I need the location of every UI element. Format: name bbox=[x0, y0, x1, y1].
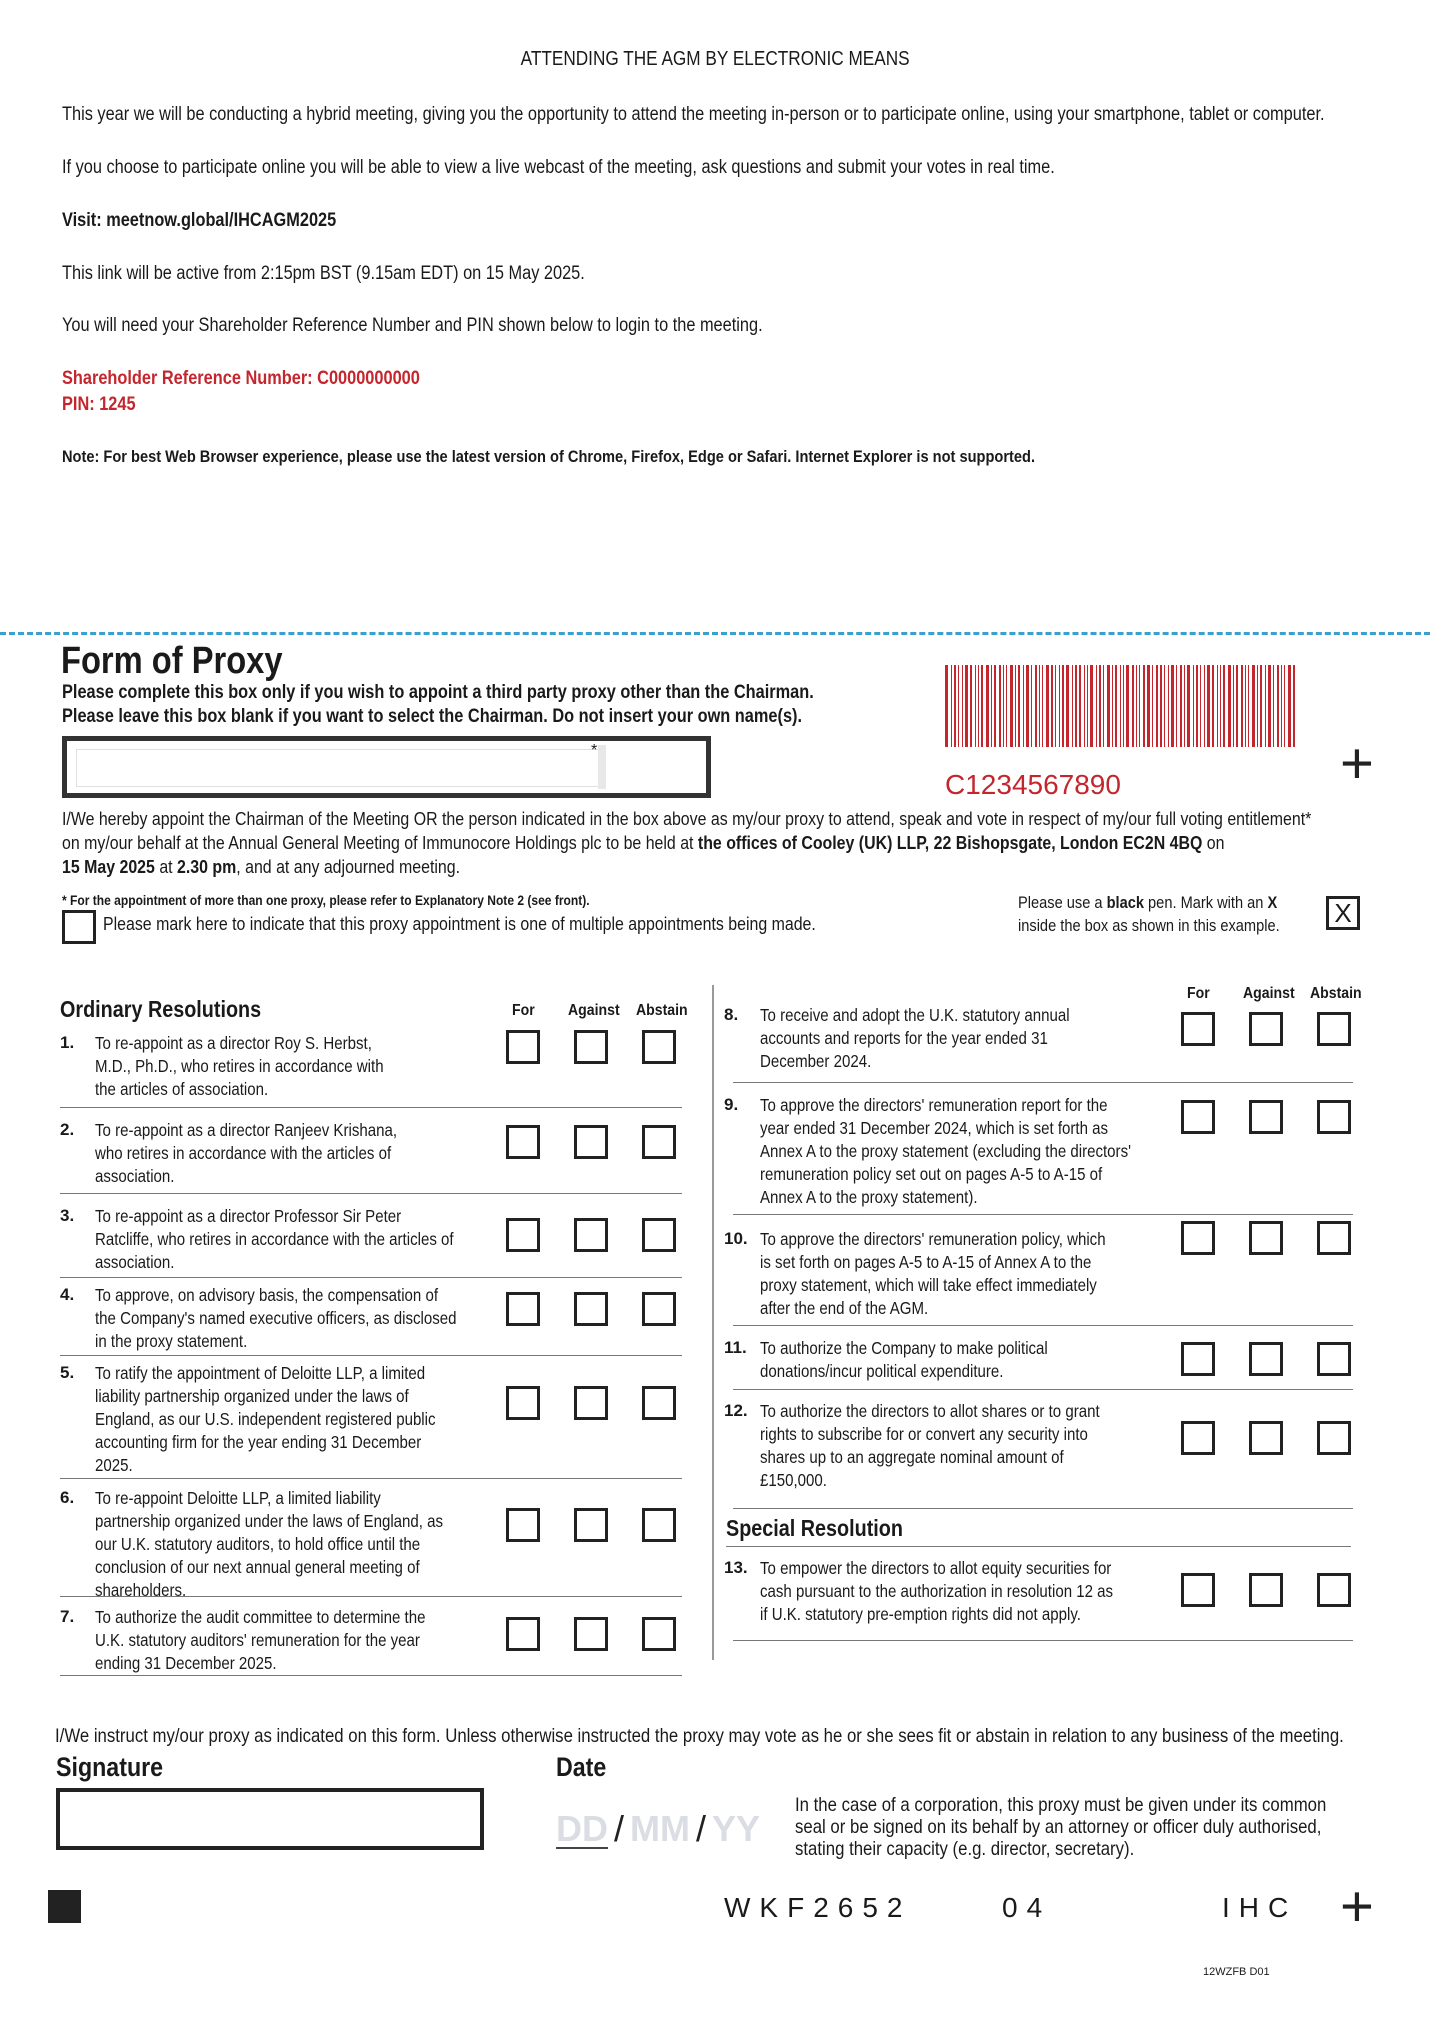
resolution-text: Ratcliffe, who retires in accordance with the articles of bbox=[95, 1229, 454, 1249]
barcode-number: C1234567890 bbox=[945, 769, 1121, 800]
date-month-placeholder[interactable]: MM bbox=[630, 1808, 690, 1849]
resolution-text: To authorize the audit committee to determine the bbox=[95, 1607, 426, 1627]
barcode-bar bbox=[1042, 665, 1043, 747]
special-resolution-heading: Special Resolution bbox=[726, 1515, 903, 1541]
form-version: 04 bbox=[1002, 1892, 1052, 1923]
vote-for-checkbox[interactable] bbox=[506, 1386, 540, 1420]
barcode-bar bbox=[1204, 665, 1205, 747]
vote-for-checkbox[interactable] bbox=[506, 1292, 540, 1326]
pen-text-c: pen. Mark with an bbox=[1143, 893, 1268, 912]
intro-paragraph: This year we will be conducting a hybrid meeting, giving you the opportunity to attend the meeting in-person or to participate online, using your smartphone, tablet or computer. bbox=[62, 104, 1325, 125]
barcode-bar bbox=[1099, 665, 1101, 747]
barcode-bar bbox=[1139, 665, 1140, 747]
barcode-bar bbox=[1236, 665, 1238, 747]
barcode-bar bbox=[1023, 665, 1024, 747]
resolution-divider bbox=[733, 1640, 1353, 1641]
form-code: WKF2652 bbox=[724, 1892, 912, 1923]
resolution-divider bbox=[733, 1214, 1353, 1215]
barcode-bar bbox=[1075, 665, 1077, 747]
barcode-bar bbox=[1003, 665, 1004, 747]
form-title: Form of Proxy bbox=[61, 640, 283, 682]
proxy-instruction-1: Please complete this box only if you wish to appoint a third party proxy other than the Chairman. bbox=[62, 682, 814, 703]
resolution-text: To approve the directors' remuneration policy, which bbox=[760, 1229, 1106, 1249]
corporation-note-3: stating their capacity (e.g. director, secretary). bbox=[795, 1838, 1135, 1860]
barcode-bar bbox=[1136, 665, 1137, 747]
proxy-asterisk: * bbox=[591, 742, 598, 759]
barcode-bar bbox=[1112, 665, 1113, 747]
barcode-bar bbox=[1187, 665, 1190, 747]
corner-marker bbox=[48, 1890, 81, 1923]
barcode-bar bbox=[1066, 665, 1069, 747]
vote-against-checkbox[interactable] bbox=[1249, 1221, 1283, 1255]
col-for-left: For bbox=[512, 1002, 535, 1019]
login-instructions: You will need your Shareholder Reference Number and PIN shown below to login to the meeting. bbox=[62, 315, 763, 336]
resolution-divider bbox=[733, 1325, 1353, 1326]
special-heading-rule bbox=[726, 1546, 1351, 1547]
barcode-bar bbox=[991, 665, 992, 747]
vote-abstain-checkbox[interactable] bbox=[642, 1386, 676, 1420]
instruct-text: I/We instruct my/our proxy as indicated on this form. Unless otherwise instructed the proxy may vote as he or she sees fit or abstain in relation to any business of the meeting. bbox=[55, 1725, 1344, 1747]
vote-against-checkbox[interactable] bbox=[574, 1508, 608, 1542]
barcode-bar bbox=[1252, 665, 1255, 747]
meeting-time: 2.30 pm bbox=[177, 856, 237, 877]
barcode-bar bbox=[1200, 665, 1201, 747]
barcode-bar bbox=[1018, 665, 1020, 747]
resolution-number: 6. bbox=[60, 1488, 75, 1507]
resolution-text: association. bbox=[95, 1166, 175, 1186]
barcode-bar bbox=[1062, 665, 1064, 747]
vote-abstain-checkbox[interactable] bbox=[642, 1617, 676, 1651]
resolution-text: £150,000. bbox=[760, 1470, 827, 1490]
vote-against-checkbox[interactable] bbox=[1249, 1573, 1283, 1607]
col-for-right: For bbox=[1187, 985, 1210, 1002]
col-against-right: Against bbox=[1243, 985, 1295, 1002]
resolution-text: year ended 31 December 2024, which is set forth as bbox=[760, 1118, 1109, 1138]
resolution-text: ending 31 December 2025. bbox=[95, 1653, 277, 1673]
vote-against-checkbox[interactable] bbox=[574, 1218, 608, 1252]
barcode-bar bbox=[1087, 665, 1088, 747]
agm-heading: ATTENDING THE AGM BY ELECTRONIC MEANS bbox=[520, 48, 910, 70]
vote-abstain-checkbox[interactable] bbox=[642, 1030, 676, 1064]
proxy-box-divider bbox=[598, 745, 606, 789]
barcode-bar bbox=[1160, 665, 1162, 747]
vote-for-checkbox[interactable] bbox=[506, 1125, 540, 1159]
barcode-bar bbox=[1031, 665, 1032, 747]
appointment-text-3 bbox=[62, 856, 460, 878]
date-slash-2: / bbox=[696, 1808, 707, 1849]
barcode-bar bbox=[1228, 665, 1231, 747]
barcode-bar bbox=[1072, 665, 1073, 747]
example-marked-box bbox=[1326, 896, 1360, 930]
resolution-text: proxy statement, which will take effect immediately bbox=[760, 1275, 1097, 1295]
date-year-placeholder[interactable]: YY bbox=[712, 1808, 761, 1849]
resolution-text: accounting firm for the year ending 31 December bbox=[95, 1432, 422, 1452]
barcode-bar bbox=[1090, 665, 1093, 747]
vote-against-checkbox[interactable] bbox=[1249, 1100, 1283, 1134]
vote-abstain-checkbox[interactable] bbox=[642, 1508, 676, 1542]
barcode-bar bbox=[1245, 665, 1246, 747]
barcode-bar bbox=[965, 665, 968, 747]
resolution-text: accounts and reports for the year ended 31 bbox=[760, 1028, 1048, 1048]
barcode-bar bbox=[1147, 665, 1150, 747]
barcode-bar bbox=[1143, 665, 1145, 747]
resolution-text: if U.K. statutory pre-emption rights did not apply. bbox=[760, 1604, 1081, 1624]
vote-against-checkbox[interactable] bbox=[574, 1030, 608, 1064]
ordinary-resolutions-heading: Ordinary Resolutions bbox=[60, 996, 262, 1022]
resolution-text: To empower the directors to allot equity securities for bbox=[760, 1558, 1112, 1578]
vote-against-checkbox[interactable] bbox=[1249, 1012, 1283, 1046]
resolution-text: who retires in accordance with the articles of bbox=[95, 1143, 392, 1163]
registration-mark-top: + bbox=[1340, 731, 1374, 796]
resolution-text: shareholders. bbox=[95, 1580, 187, 1600]
resolution-text: 2025. bbox=[95, 1455, 133, 1475]
cut-line bbox=[0, 632, 1430, 635]
barcode-bar bbox=[1288, 665, 1291, 747]
vote-for-checkbox[interactable] bbox=[506, 1617, 540, 1651]
date-field[interactable] bbox=[556, 1808, 760, 1850]
vote-for-checkbox[interactable] bbox=[1181, 1100, 1215, 1134]
barcode-bar bbox=[1233, 665, 1234, 747]
resolution-text: cash pursuant to the authorization in resolution 12 as bbox=[760, 1581, 1114, 1601]
resolution-text: liability partnership organized under the laws of bbox=[95, 1386, 409, 1406]
multiple-proxy-note: * For the appointment of more than one proxy, please refer to Explanatory Note 2 (see front). bbox=[62, 892, 590, 908]
resolution-divider bbox=[60, 1107, 682, 1108]
barcode-bar bbox=[1156, 665, 1158, 747]
vote-abstain-checkbox[interactable] bbox=[1317, 1573, 1351, 1607]
barcode-bar bbox=[945, 665, 948, 747]
barcode-bar bbox=[1273, 665, 1274, 747]
barcode-bar bbox=[958, 665, 959, 747]
signature-label: Signature bbox=[56, 1752, 164, 1782]
barcode-bar bbox=[1035, 665, 1037, 747]
appointment-text-2 bbox=[62, 832, 1224, 854]
barcode-bar bbox=[1260, 665, 1262, 747]
vote-for-checkbox[interactable] bbox=[506, 1030, 540, 1064]
corporation-note-1: In the case of a corporation, this proxy must be given under its common bbox=[795, 1794, 1327, 1816]
date-day-placeholder[interactable]: DD bbox=[556, 1808, 608, 1849]
resolution-text: To re-appoint as a director Ranjeev Krishana, bbox=[95, 1120, 398, 1140]
barcode-bar bbox=[1015, 665, 1016, 747]
barcode-bar bbox=[1039, 665, 1040, 747]
resolution-text: remuneration policy set out on pages A-5 to A-15 of bbox=[760, 1164, 1103, 1184]
signature-box[interactable] bbox=[56, 1788, 484, 1850]
resolution-text: is set forth on pages A-5 to A-15 of Annex A to the bbox=[760, 1252, 1092, 1272]
resolution-number: 12. bbox=[724, 1401, 748, 1420]
vote-abstain-checkbox[interactable] bbox=[642, 1218, 676, 1252]
barcode-bar bbox=[1026, 665, 1029, 747]
vote-abstain-checkbox[interactable] bbox=[1317, 1012, 1351, 1046]
resolution-number: 1. bbox=[60, 1033, 75, 1052]
proxy-name-box[interactable] bbox=[62, 736, 711, 798]
resolution-divider bbox=[733, 1389, 1353, 1390]
barcode-bar bbox=[1217, 665, 1218, 747]
print-code: 12WZFB D01 bbox=[1203, 1966, 1270, 1978]
resolution-number: 8. bbox=[724, 1005, 739, 1024]
vote-abstain-checkbox[interactable] bbox=[1317, 1421, 1351, 1455]
barcode-bar bbox=[1152, 665, 1153, 747]
vote-abstain-checkbox[interactable] bbox=[642, 1125, 676, 1159]
resolution-number: 4. bbox=[60, 1285, 75, 1304]
resolution-text: partnership organized under the laws of England, as bbox=[95, 1511, 444, 1531]
barcode-bar bbox=[970, 665, 972, 747]
meeting-date: 15 May 2025 bbox=[62, 856, 155, 877]
example-x: X bbox=[1334, 898, 1352, 928]
column-divider bbox=[712, 985, 714, 1660]
resolution-text: in the proxy statement. bbox=[95, 1331, 248, 1351]
resolution-text: To ratify the appointment of Deloitte LLP, a limited bbox=[95, 1363, 426, 1383]
resolution-number: 5. bbox=[60, 1363, 75, 1382]
resolution-text: the articles of association. bbox=[95, 1079, 269, 1099]
barcode-bar bbox=[1212, 665, 1214, 747]
resolution-divider bbox=[60, 1675, 682, 1676]
proxy-name-input[interactable] bbox=[76, 749, 600, 787]
pen-text-a: Please use a bbox=[1018, 893, 1107, 912]
online-paragraph: If you choose to participate online you will be able to view a live webcast of the meeting, ask questions and submit your votes in real time. bbox=[62, 157, 1055, 178]
vote-for-checkbox[interactable] bbox=[506, 1508, 540, 1542]
resolution-number: 2. bbox=[60, 1120, 75, 1139]
vote-against-checkbox[interactable] bbox=[1249, 1421, 1283, 1455]
vote-abstain-checkbox[interactable] bbox=[1317, 1342, 1351, 1376]
barcode-bar bbox=[1055, 665, 1056, 747]
resolution-text: donations/incur political expenditure. bbox=[760, 1361, 1004, 1381]
barcode-bar bbox=[1132, 665, 1134, 747]
barcode-bar bbox=[986, 665, 989, 747]
date-slash-1: / bbox=[614, 1808, 625, 1849]
barcode-bar bbox=[1006, 665, 1007, 747]
barcode-bar bbox=[1241, 665, 1243, 747]
barcode-bar bbox=[1281, 665, 1282, 747]
pen-mark: X bbox=[1267, 893, 1278, 912]
barcode-bar bbox=[975, 665, 976, 747]
registration-mark-bottom: + bbox=[1340, 1874, 1374, 1939]
resolution-text: shares up to an aggregate nominal amount of bbox=[760, 1447, 1064, 1467]
resolution-divider bbox=[60, 1478, 682, 1479]
appointment-text-2c: on bbox=[1202, 832, 1225, 853]
vote-for-checkbox[interactable] bbox=[1181, 1012, 1215, 1046]
barcode-bar bbox=[1248, 665, 1249, 747]
barcode-bar bbox=[1103, 665, 1104, 747]
resolution-number: 3. bbox=[60, 1206, 75, 1225]
resolution-text: our U.K. statutory auditors, to hold office until the bbox=[95, 1534, 421, 1554]
barcode-bar bbox=[1184, 665, 1185, 747]
barcode-bar bbox=[954, 665, 956, 747]
pen-color: black bbox=[1106, 893, 1144, 912]
resolution-text: To re-appoint Deloitte LLP, a limited liability bbox=[95, 1488, 381, 1508]
appointment-text-3d: , and at any adjourned meeting. bbox=[236, 856, 461, 877]
barcode-bar bbox=[951, 665, 952, 747]
resolution-number: 9. bbox=[724, 1095, 739, 1114]
resolution-number: 11. bbox=[724, 1338, 747, 1357]
resolution-text: To re-appoint as a director Professor Sir Peter bbox=[95, 1206, 402, 1226]
barcode-bar bbox=[1176, 665, 1177, 747]
appointment-text-2a: on my/our behalf at the Annual General Meeting of Immunocore Holdings plc to be held at bbox=[62, 832, 698, 853]
company-code: IHC bbox=[1222, 1892, 1298, 1923]
barcode bbox=[945, 665, 1300, 747]
barcode-bar bbox=[1196, 665, 1198, 747]
corporation-note-2: seal or be signed on its behalf by an attorney or officer duly authorised, bbox=[795, 1816, 1322, 1838]
date-label: Date bbox=[556, 1752, 607, 1782]
resolution-text: England, as our U.S. independent registered public bbox=[95, 1409, 436, 1429]
resolution-text: To authorize the Company to make political bbox=[760, 1338, 1048, 1358]
active-time: This link will be active from 2:15pm BST (9.15am EDT) on 15 May 2025. bbox=[62, 263, 585, 284]
resolution-divider bbox=[60, 1355, 682, 1356]
resolution-text: To re-appoint as a director Roy S. Herbst, bbox=[95, 1033, 372, 1053]
barcode-bar bbox=[1123, 665, 1124, 747]
browser-note: Note: For best Web Browser experience, please use the latest version of Chrome, Firefox, Edge or Safari. Internet Explorer is not supported. bbox=[62, 447, 1036, 466]
barcode-bar bbox=[1193, 665, 1194, 747]
barcode-bar bbox=[1079, 665, 1081, 747]
resolution-text: To receive and adopt the U.K. statutory annual bbox=[760, 1005, 1070, 1025]
resolution-text: To authorize the directors to allot shares or to grant bbox=[760, 1401, 1100, 1421]
appointment-text-1: I/We hereby appoint the Chairman of the Meeting OR the person indicated in the box above as my/our proxy to attend, speak and vote in respect of my/our full voting entitlement* bbox=[62, 808, 1312, 829]
barcode-bar bbox=[981, 665, 983, 747]
resolution-text: Annex A to the proxy statement (excluding the directors' bbox=[760, 1141, 1131, 1161]
shareholder-reference: Shareholder Reference Number: C0000000000 bbox=[62, 368, 420, 389]
barcode-bar bbox=[1051, 665, 1053, 747]
barcode-bar bbox=[1293, 665, 1295, 747]
resolution-text: the Company's named executive officers, as disclosed bbox=[95, 1308, 457, 1328]
barcode-bar bbox=[1084, 665, 1085, 747]
vote-for-checkbox[interactable] bbox=[1181, 1221, 1215, 1255]
barcode-bar bbox=[1164, 665, 1165, 747]
resolution-text: M.D., Ph.D., who retires in accordance with bbox=[95, 1056, 384, 1076]
barcode-bar bbox=[1257, 665, 1258, 747]
resolution-divider bbox=[60, 1277, 682, 1278]
vote-for-checkbox[interactable] bbox=[1181, 1421, 1215, 1455]
vote-abstain-checkbox[interactable] bbox=[642, 1292, 676, 1326]
barcode-bar bbox=[1107, 665, 1110, 747]
vote-for-checkbox[interactable] bbox=[1181, 1573, 1215, 1607]
barcode-bar bbox=[1268, 665, 1271, 747]
resolution-text: conclusion of our next annual general meeting of bbox=[95, 1557, 420, 1577]
vote-abstain-checkbox[interactable] bbox=[1317, 1221, 1351, 1255]
resolution-text: U.K. statutory auditors' remuneration for the year bbox=[95, 1630, 420, 1650]
barcode-bar bbox=[1096, 665, 1097, 747]
barcode-bar bbox=[999, 665, 1001, 747]
barcode-bar bbox=[1207, 665, 1210, 747]
proxy-instruction-2: Please leave this box blank if you want to select the Chairman. Do not insert your own name(s). bbox=[62, 706, 803, 727]
vote-against-checkbox[interactable] bbox=[574, 1386, 608, 1420]
resolution-number: 13. bbox=[724, 1558, 748, 1577]
barcode-bar bbox=[1277, 665, 1279, 747]
barcode-bar bbox=[1171, 665, 1174, 747]
barcode-bar bbox=[1115, 665, 1117, 747]
col-against-left: Against bbox=[568, 1002, 620, 1019]
vote-for-checkbox[interactable] bbox=[1181, 1342, 1215, 1376]
visit-link[interactable]: Visit: meetnow.global/IHCAGM2025 bbox=[62, 210, 337, 231]
barcode-bar bbox=[1284, 665, 1285, 747]
barcode-bar bbox=[1126, 665, 1129, 747]
resolution-number: 7. bbox=[60, 1607, 75, 1626]
barcode-bar bbox=[978, 665, 979, 747]
multiple-proxy-label: Please mark here to indicate that this proxy appointment is one of multiple appointments being made. bbox=[103, 913, 816, 934]
multiple-proxy-checkbox[interactable] bbox=[62, 910, 96, 944]
pen-instruction bbox=[1018, 893, 1277, 913]
barcode-bar bbox=[1180, 665, 1182, 747]
vote-against-checkbox[interactable] bbox=[1249, 1342, 1283, 1376]
col-abstain-right: Abstain bbox=[1310, 985, 1362, 1002]
vote-against-checkbox[interactable] bbox=[574, 1125, 608, 1159]
vote-against-checkbox[interactable] bbox=[574, 1292, 608, 1326]
vote-for-checkbox[interactable] bbox=[506, 1218, 540, 1252]
barcode-bar bbox=[962, 665, 963, 747]
resolution-text: Annex A to the proxy statement). bbox=[760, 1187, 978, 1207]
resolution-text: after the end of the AGM. bbox=[760, 1298, 929, 1318]
resolution-number: 10. bbox=[724, 1229, 748, 1248]
resolution-text: rights to subscribe for or convert any security into bbox=[760, 1424, 1088, 1444]
barcode-bar bbox=[1046, 665, 1049, 747]
meeting-venue: the offices of Cooley (UK) LLP, 22 Bishopsgate, London EC2N 4BQ bbox=[697, 832, 1203, 853]
barcode-bar bbox=[1059, 665, 1060, 747]
resolution-text: To approve, on advisory basis, the compensation of bbox=[95, 1285, 439, 1305]
pin-number: PIN: 1245 bbox=[62, 394, 136, 415]
resolution-text: To approve the directors' remuneration report for the bbox=[760, 1095, 1108, 1115]
resolution-divider bbox=[60, 1193, 682, 1194]
pen-instruction-2: inside the box as shown in this example. bbox=[1018, 916, 1280, 935]
resolution-divider bbox=[733, 1082, 1353, 1083]
barcode-bar bbox=[1223, 665, 1225, 747]
col-abstain-left: Abstain bbox=[636, 1002, 688, 1019]
resolution-text: December 2024. bbox=[760, 1051, 872, 1071]
barcode-bar bbox=[1010, 665, 1013, 747]
barcode-bar bbox=[1265, 665, 1266, 747]
barcode-bar bbox=[1220, 665, 1221, 747]
vote-abstain-checkbox[interactable] bbox=[1317, 1100, 1351, 1134]
barcode-bar bbox=[994, 665, 996, 747]
resolution-text: association. bbox=[95, 1252, 175, 1272]
resolution-divider bbox=[733, 1508, 1353, 1509]
resolution-divider bbox=[60, 1596, 682, 1597]
barcode-bar bbox=[1168, 665, 1169, 747]
vote-against-checkbox[interactable] bbox=[574, 1617, 608, 1651]
appointment-text-3b: at bbox=[154, 856, 178, 877]
barcode-bar bbox=[1120, 665, 1121, 747]
